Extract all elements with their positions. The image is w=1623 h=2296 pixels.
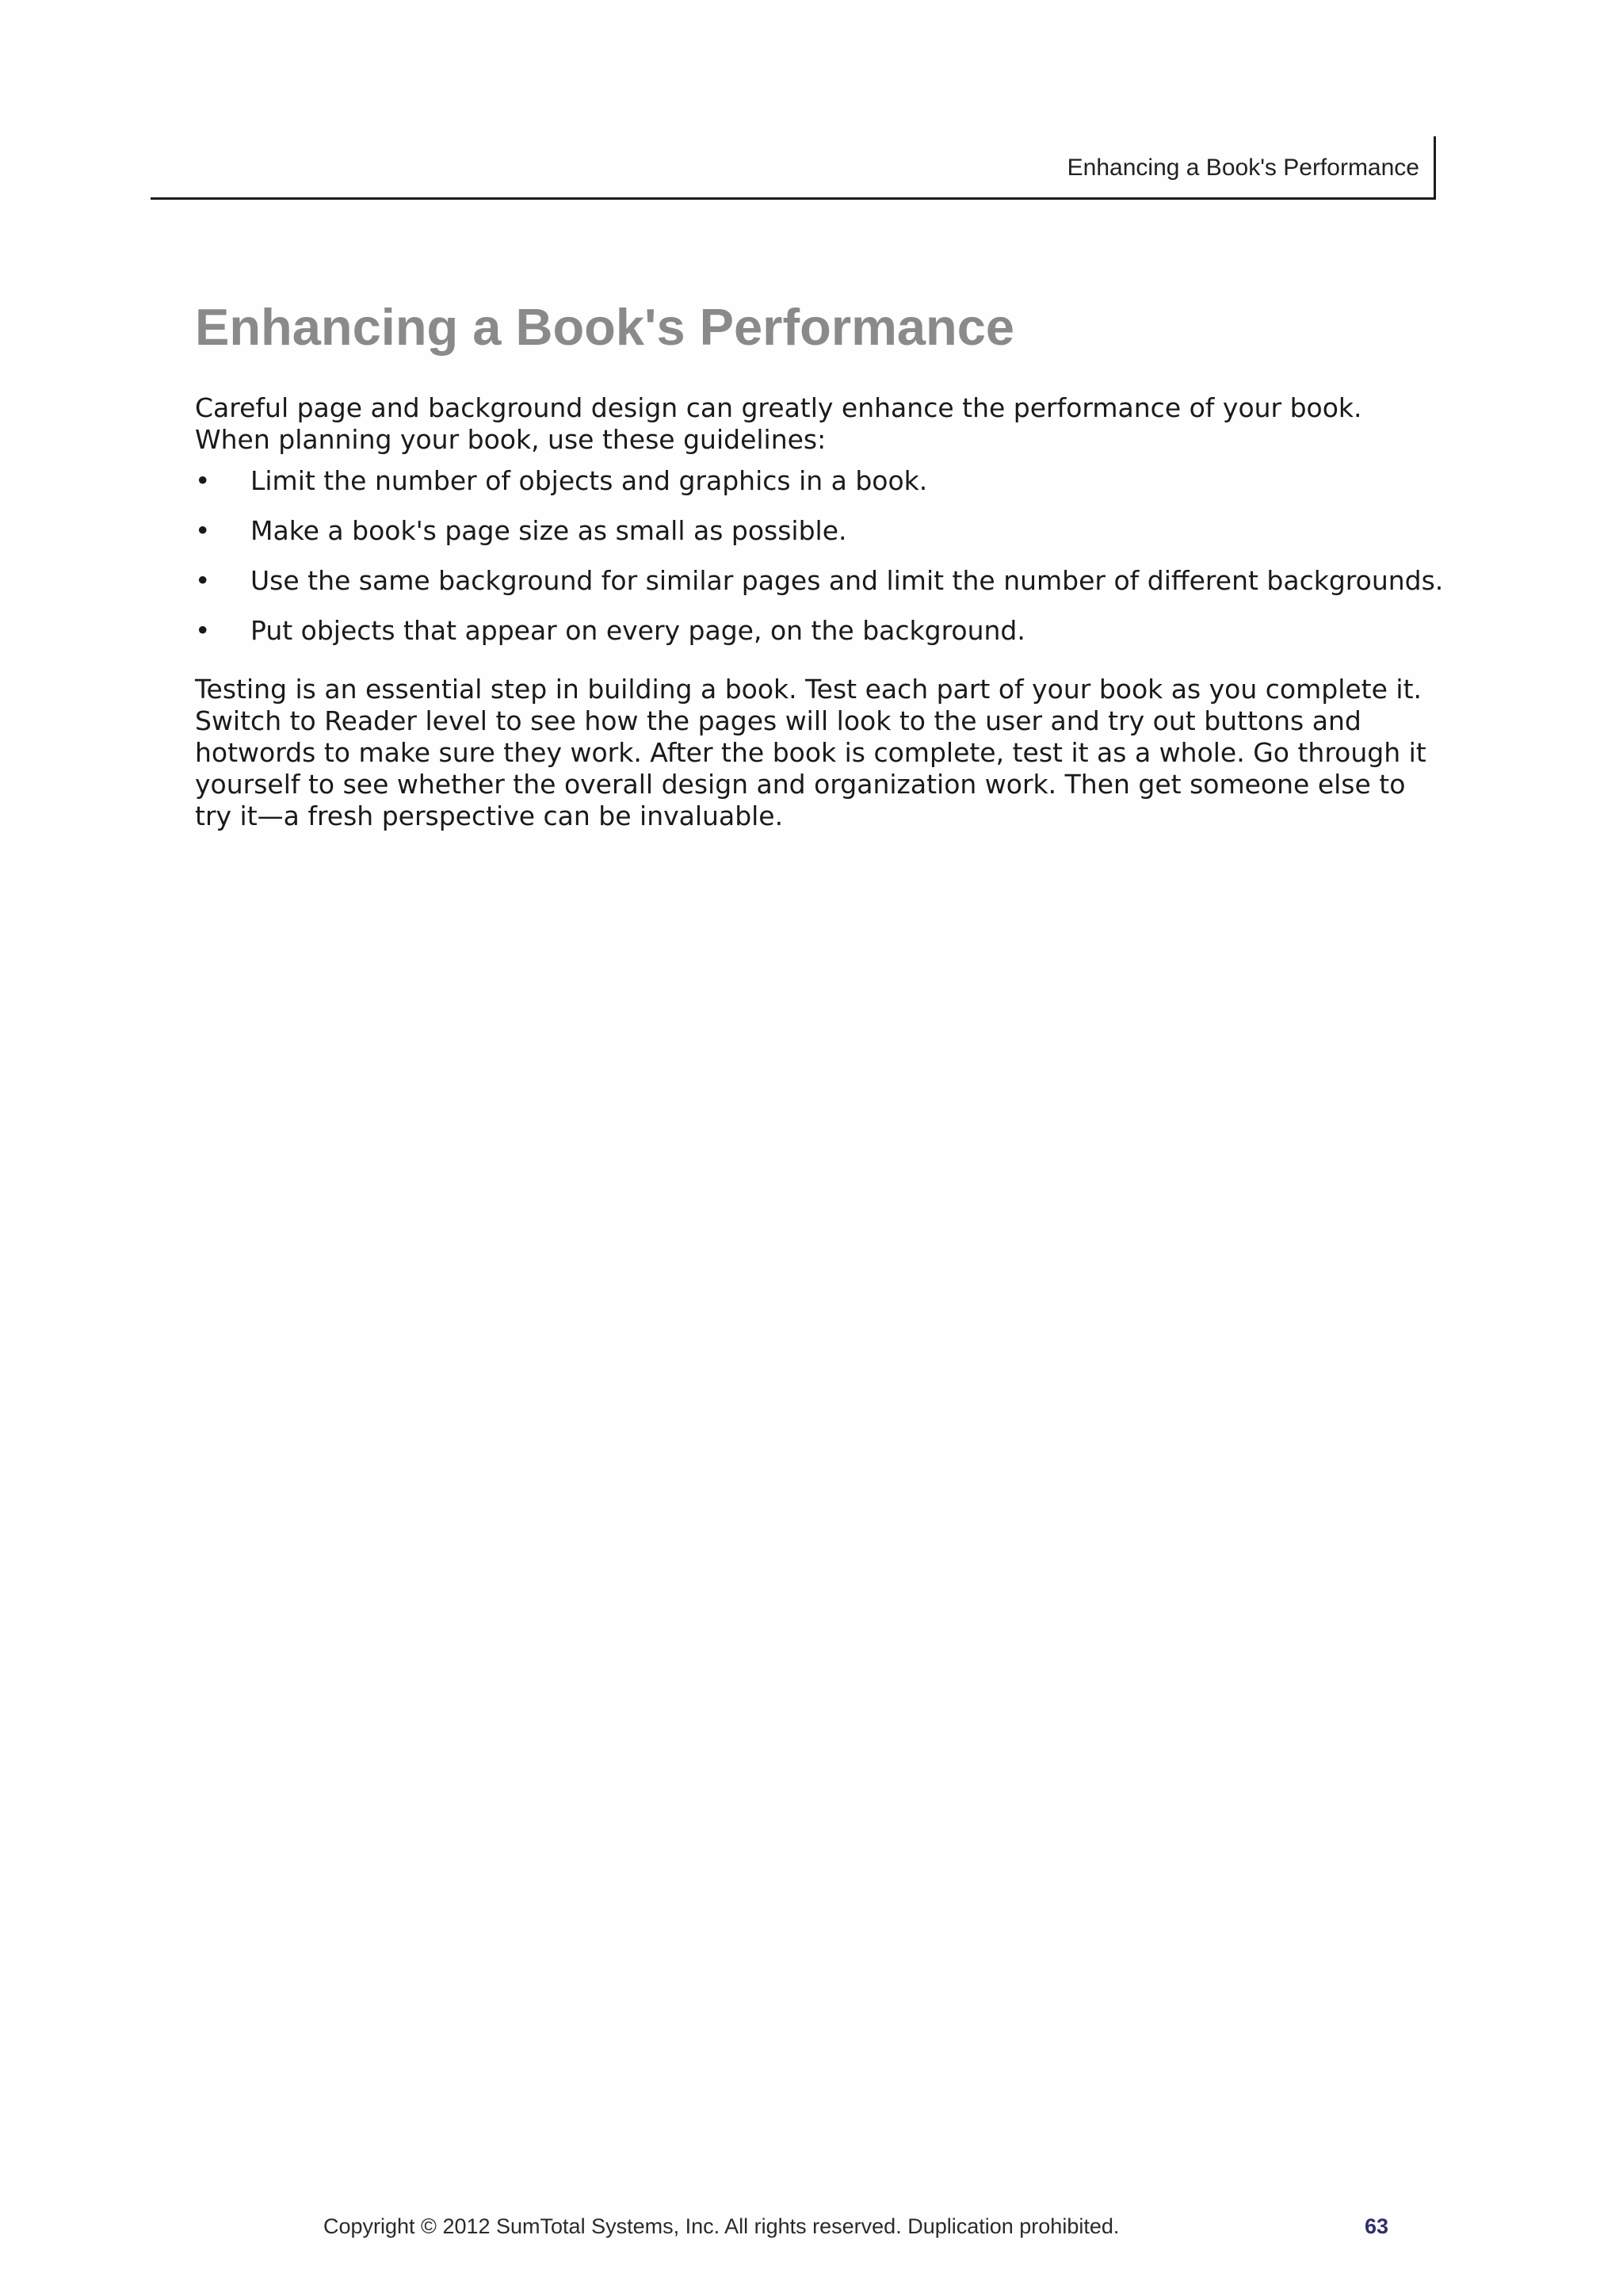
guidelines-list [195,465,1447,665]
list-item-text: Put objects that appear on every page, on the background. [250,615,1025,646]
page-title: Enhancing a Book's Performance [195,298,1015,356]
testing-paragraph: Testing is an essential step in building a book. Test each part of your book as you complete it. Switch to Reader level to see how the pages will look to the user and try out buttons and hotwords to make sure they work. After the book is complete, test it as a whole. Go through it yourself to see whether the overall design and organization work. Then get someone else to try it—a fresh perspective can be invaluable. [195,674,1426,831]
list-item [195,565,1447,615]
page-number: 63 [1365,2214,1389,2238]
list-item [195,515,1447,565]
footer-copyright: Copyright © 2012 SumTotal Systems, Inc. All rights reserved. Duplication prohibited. [323,2214,1120,2238]
list-item-text: Make a book's page size as small as possible. [250,515,847,546]
bullet-icon: • [195,515,211,546]
bullet-icon: • [195,565,211,596]
bullet-icon: • [195,465,211,496]
running-header-title: Enhancing a Book's Performance [1067,155,1419,181]
list-item [195,465,1447,515]
intro-paragraph: Careful page and background design can greatly enhance the performance of your book. When planning your book, use these guidelines: [195,392,1362,455]
list-item-text: Limit the number of objects and graphics in a book. [250,465,928,496]
running-header [151,136,1436,200]
list-item-text: Use the same background for similar pages and limit the number of different backgrounds. [250,565,1444,596]
list-item [195,615,1447,665]
bullet-icon: • [195,615,211,646]
